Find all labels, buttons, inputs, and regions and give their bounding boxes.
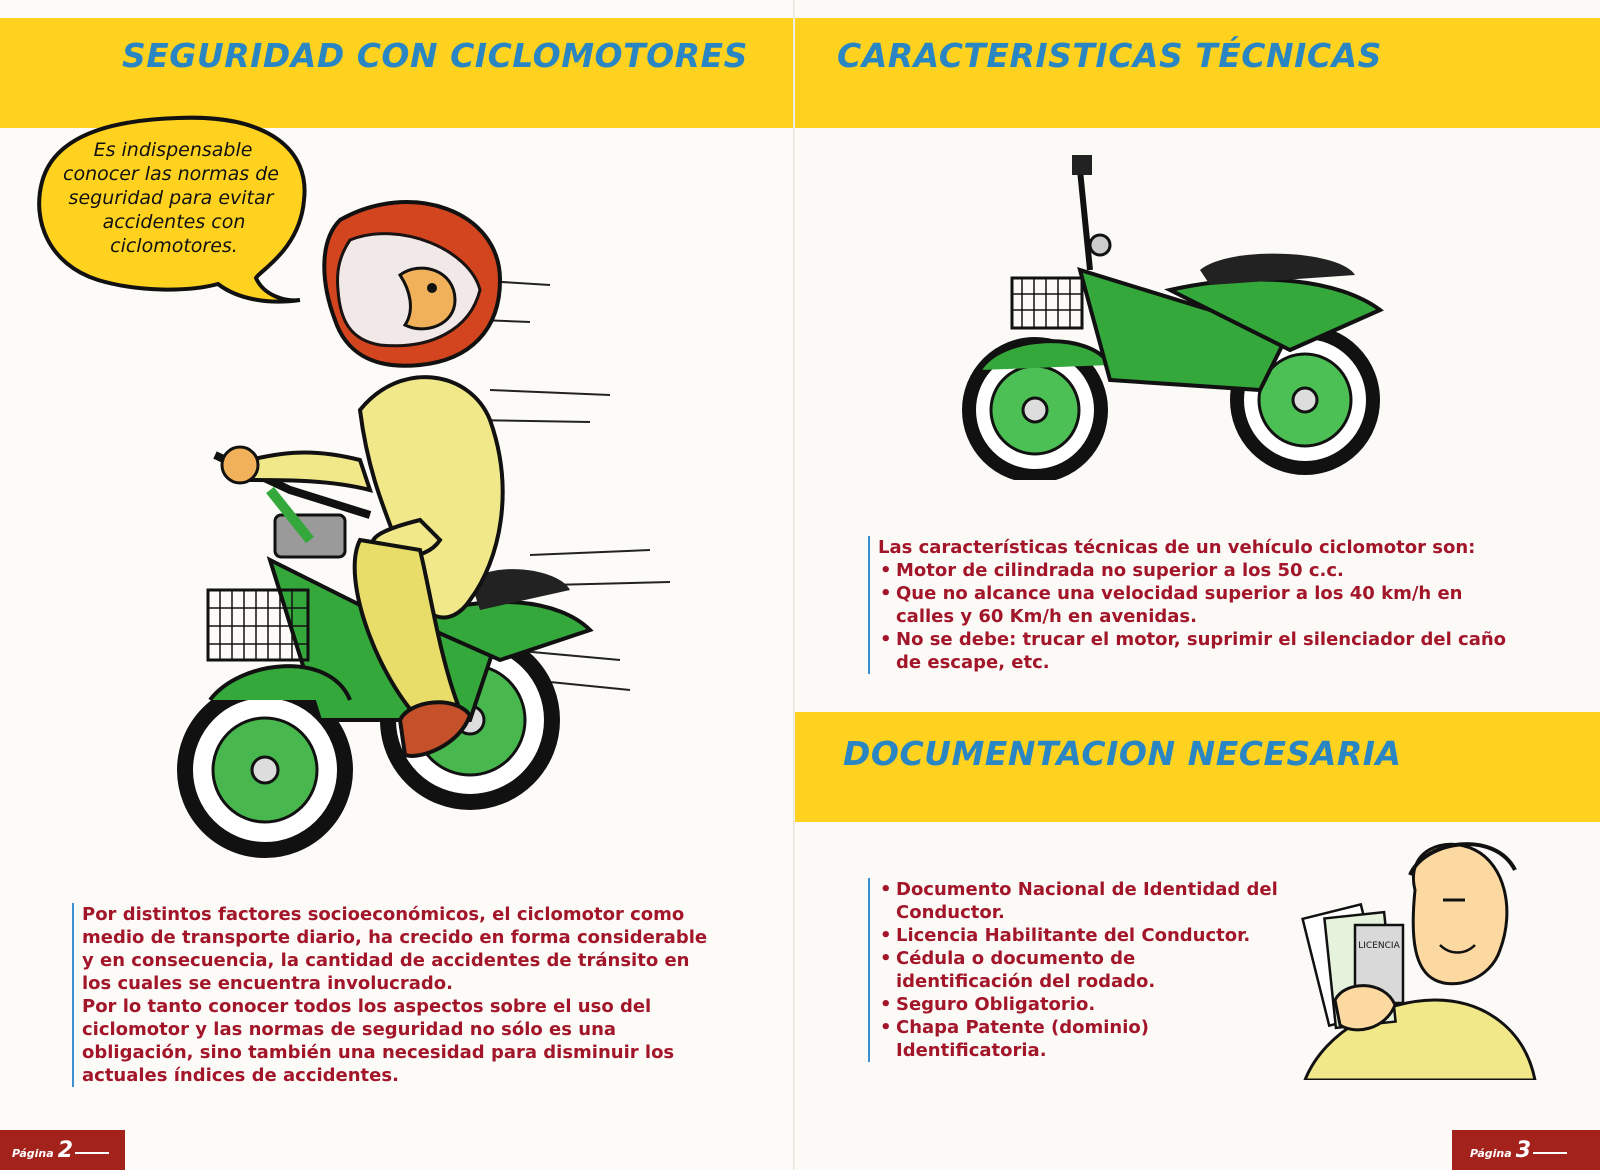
left-paragraph-2: Por lo tanto conocer todos los aspectos sobre el uso del ciclomotor y las normas de seguridad no sólo es una obligación, sino también una necesidad para disminuir los actuales índices de accidentes.: [82, 996, 675, 1086]
documents-list: [878, 878, 1278, 1062]
green-moped-illustration: [960, 150, 1400, 480]
left-body-text: [72, 903, 722, 1087]
man-with-documents-illustration: [1265, 830, 1565, 1080]
features-list: [878, 559, 1518, 674]
docs-title: DOCUMENTACION NECESARIA: [843, 734, 1402, 773]
right-docs-band: [795, 712, 1600, 822]
document-item: • Documento Nacional de Identidad del Conductor.: [878, 878, 1278, 924]
feature-item: • Motor de cilindrada no superior a los 50 c.c.: [878, 559, 1518, 582]
document-item: • Licencia Habilitante del Conductor.: [878, 924, 1278, 947]
document-item: • Seguro Obligatorio.: [878, 993, 1278, 1016]
documents-text: [868, 878, 1278, 1062]
moped-seat: [1200, 254, 1355, 285]
moped-rider-illustration: [170, 160, 690, 880]
bubble-line-5: ciclomotores.: [110, 235, 238, 257]
document-item: • Chapa Patente (dominio) Identificatoria.: [878, 1016, 1278, 1062]
left-page: [0, 0, 795, 1170]
page-tab-rule-right: [1533, 1152, 1567, 1154]
page-label-left: Página: [12, 1147, 54, 1160]
bubble-line-4: accidentes con: [102, 211, 246, 233]
features-text: [868, 536, 1518, 674]
licence-card-text: LICENCIA: [1358, 941, 1400, 951]
page-number-tab-right: [1452, 1130, 1600, 1170]
right-page-title: CARACTERISTICAS TÉCNICAS: [837, 36, 1382, 75]
bubble-line-2: conocer las normas de: [63, 163, 279, 185]
feature-item: • No se debe: trucar el motor, suprimir el silenciador del caño de escape, etc.: [878, 628, 1518, 674]
right-page: [795, 0, 1600, 1170]
features-intro: Las características técnicas de un vehículo ciclomotor son:: [878, 537, 1476, 558]
page-number-right: 3: [1515, 1138, 1531, 1163]
left-page-title: SEGURIDAD CON CICLOMOTORES: [122, 36, 748, 75]
document-item: • Cédula o documento de identificación del rodado.: [878, 947, 1278, 993]
page-number-tab-left: [0, 1130, 125, 1170]
feature-item: • Que no alcance una velocidad superior a los 40 km/h en calles y 60 Km/h en avenidas.: [878, 582, 1518, 628]
bubble-line-3: seguridad para evitar: [68, 187, 274, 209]
bubble-line-1: Es indispensable: [93, 139, 253, 161]
page-tab-rule-left: [75, 1152, 109, 1154]
left-paragraph-1: Por distintos factores socioeconómicos, el ciclomotor como medio de transporte diario, ha crecido en forma considerable y en consecuencia, la cantidad de accidentes de tránsito en los cuales se encuentra involucrado.: [82, 904, 708, 994]
page-label-right: Página: [1470, 1147, 1512, 1160]
page-number-left: 2: [57, 1138, 73, 1163]
right-top-band: [795, 18, 1600, 128]
